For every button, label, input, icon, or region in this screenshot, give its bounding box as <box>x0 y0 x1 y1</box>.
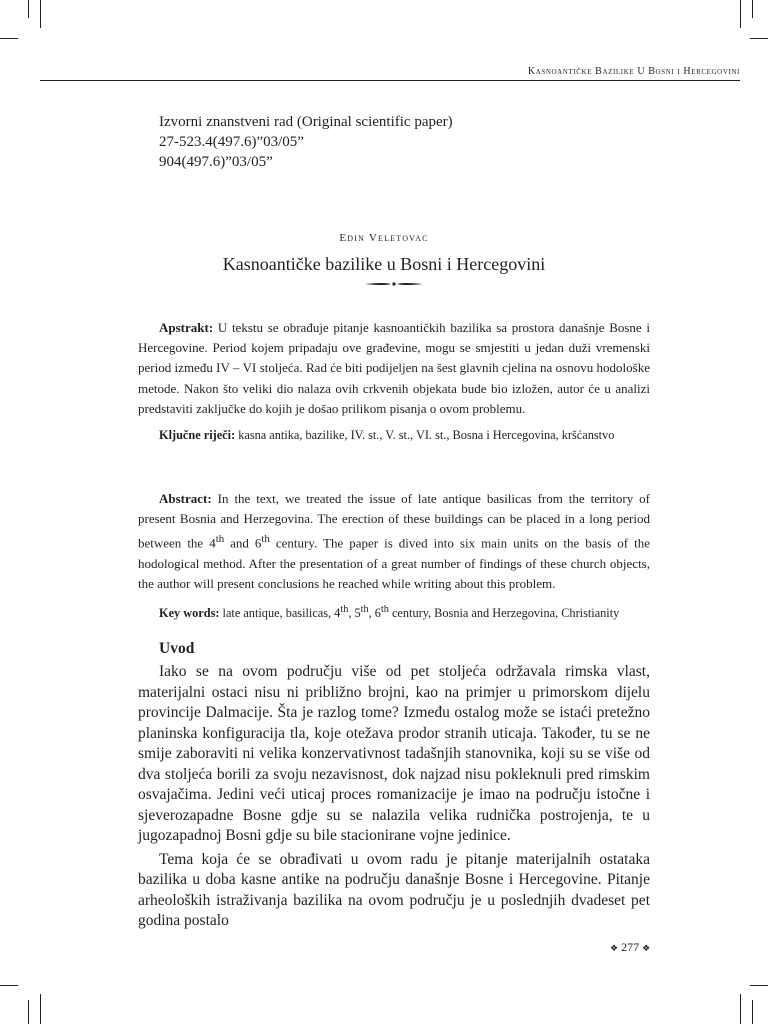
page-number: 277 <box>621 940 640 954</box>
classification-line: 904(497.6)”03/05” <box>159 154 273 170</box>
abstract-label: Abstract: <box>159 491 212 506</box>
body-text <box>138 662 650 935</box>
crop-mark <box>740 0 741 28</box>
abstract-text: century. The paper is dived into six main units on the basis of the hodological method. After the presentation of a great number of findings of these church objects, the author will present conclusions he reached while writing about this problem. <box>138 535 650 592</box>
crop-mark <box>40 994 41 1024</box>
apstrakt-block <box>138 318 650 445</box>
abstract-text: and 6 <box>224 535 262 551</box>
running-head-text: Kasnoantičke Bazilike U Bosni i Hercegovini <box>522 66 740 77</box>
classification-block <box>159 112 453 172</box>
classification-line: 27-523.4(497.6)”03/05” <box>159 134 304 150</box>
key-words-text: century, Bosnia and Herzegovina, Christianity <box>388 606 620 621</box>
kljucne-text: kasna antika, bazilike, IV. st., V. st., VI. st., Bosna i Hercegovina, kršćanstvo <box>235 428 615 443</box>
crop-mark <box>752 1000 753 1024</box>
author-name: Edin Veletovac <box>339 232 429 244</box>
superscript: th <box>340 604 349 616</box>
key-words <box>138 600 650 623</box>
crop-mark <box>750 38 768 39</box>
body-paragraph: Tema koja će se obrađivati u ovom radu je pitanje materijalnih ostataka bazilika u doba kasne antike na području današnje Bosne i Hercegovine. Pitanje arheoloških istraživanja bazilika na ovom području je u poslednjih dvadeset pet godina postalo <box>138 850 650 929</box>
folio-ornament-icon: ❖ <box>610 943 619 953</box>
crop-mark <box>28 0 29 18</box>
abstract-text: In the text, we treated the issue of late antique basilicas from the territory of present Bosnia and Herzegovina. The erection of these buildings can be placed in a long period between the 4 <box>138 491 650 551</box>
superscript: th <box>360 604 369 616</box>
crop-mark <box>28 1000 29 1024</box>
apstrakt-text: U tekstu se obrađuje pitanje kasnoantičkih bazilika sa prostora današnje Bosne i Hercegovine. Period kojem pripadaju ove građevine, mogu se smjestiti u jedan duži vremenski period između IV – VI stoljeća. Rad će biti podijeljen na šest glavnih cjelina na osnovu hodološke metode. Nakon što veliki dio nalaza ovih crkvenih objekata bude bio izložen, autor će u analizi predstaviti zaključke do kojih je došao prilikom pisanja o ovom problemu. <box>138 320 650 416</box>
page-number-block <box>610 940 650 955</box>
abstract-paragraph <box>138 489 650 594</box>
crop-mark <box>0 38 18 39</box>
superscript: th <box>261 533 270 546</box>
crop-mark <box>740 994 741 1024</box>
crop-mark <box>752 0 753 18</box>
section-heading: Uvod <box>159 640 195 657</box>
crop-mark <box>40 0 41 28</box>
crop-mark <box>750 985 768 986</box>
abstract-block <box>138 489 650 623</box>
body-paragraph: Iako se na ovom području više od pet stoljeća održavala rimska vlast, materijalni ostaci nisu ni približno brojni, kao na primjer u primorskom dijelu provincije Dalmacije. Šta je razlog tome? Između ostalog može se istaći pretežno planinska konfiguracija tla, koje otežava prodor stranih uticaja. Također, tu se ne smije zaboraviti ni velika konzervativnost tadašnjih stanovnika, koji su se više od dva stoljeća borili za svoju nezavisnost, dok najzad nisu pokleknuli pred rimskim osvajačima. Jedini veći uticaj proces romanizacije je imao na području istočne i sjeverozapadne Bosne gdje su se nalazila velika rudnička postrojenja, te u jugozapadnoj Bosni gdje su bile stacionirane vojne jedinice. <box>138 663 650 844</box>
key-words-label: Key words: <box>159 606 220 621</box>
kljucne-label: Ključne riječi: <box>159 428 236 443</box>
key-words-text: , 6 <box>368 606 381 621</box>
apstrakt-label: Apstrakt: <box>159 320 214 335</box>
superscript: th <box>215 533 225 546</box>
article-title: Kasnoantičke bazilike u Bosni i Hercegovini <box>222 254 546 274</box>
key-words-text: late antique, basilicas, 4 <box>219 606 341 621</box>
classification-line: Izvorni znanstveni rad (Original scientific paper) <box>159 114 453 130</box>
apstrakt-paragraph <box>138 318 650 419</box>
folio-ornament-icon: ❖ <box>642 943 651 953</box>
superscript: th <box>380 604 389 616</box>
crop-mark <box>0 985 18 986</box>
kljucne-rijeci <box>138 425 650 445</box>
running-head <box>40 66 740 81</box>
key-words-text: , 5 <box>348 606 361 621</box>
title-ornament-icon <box>365 280 423 288</box>
